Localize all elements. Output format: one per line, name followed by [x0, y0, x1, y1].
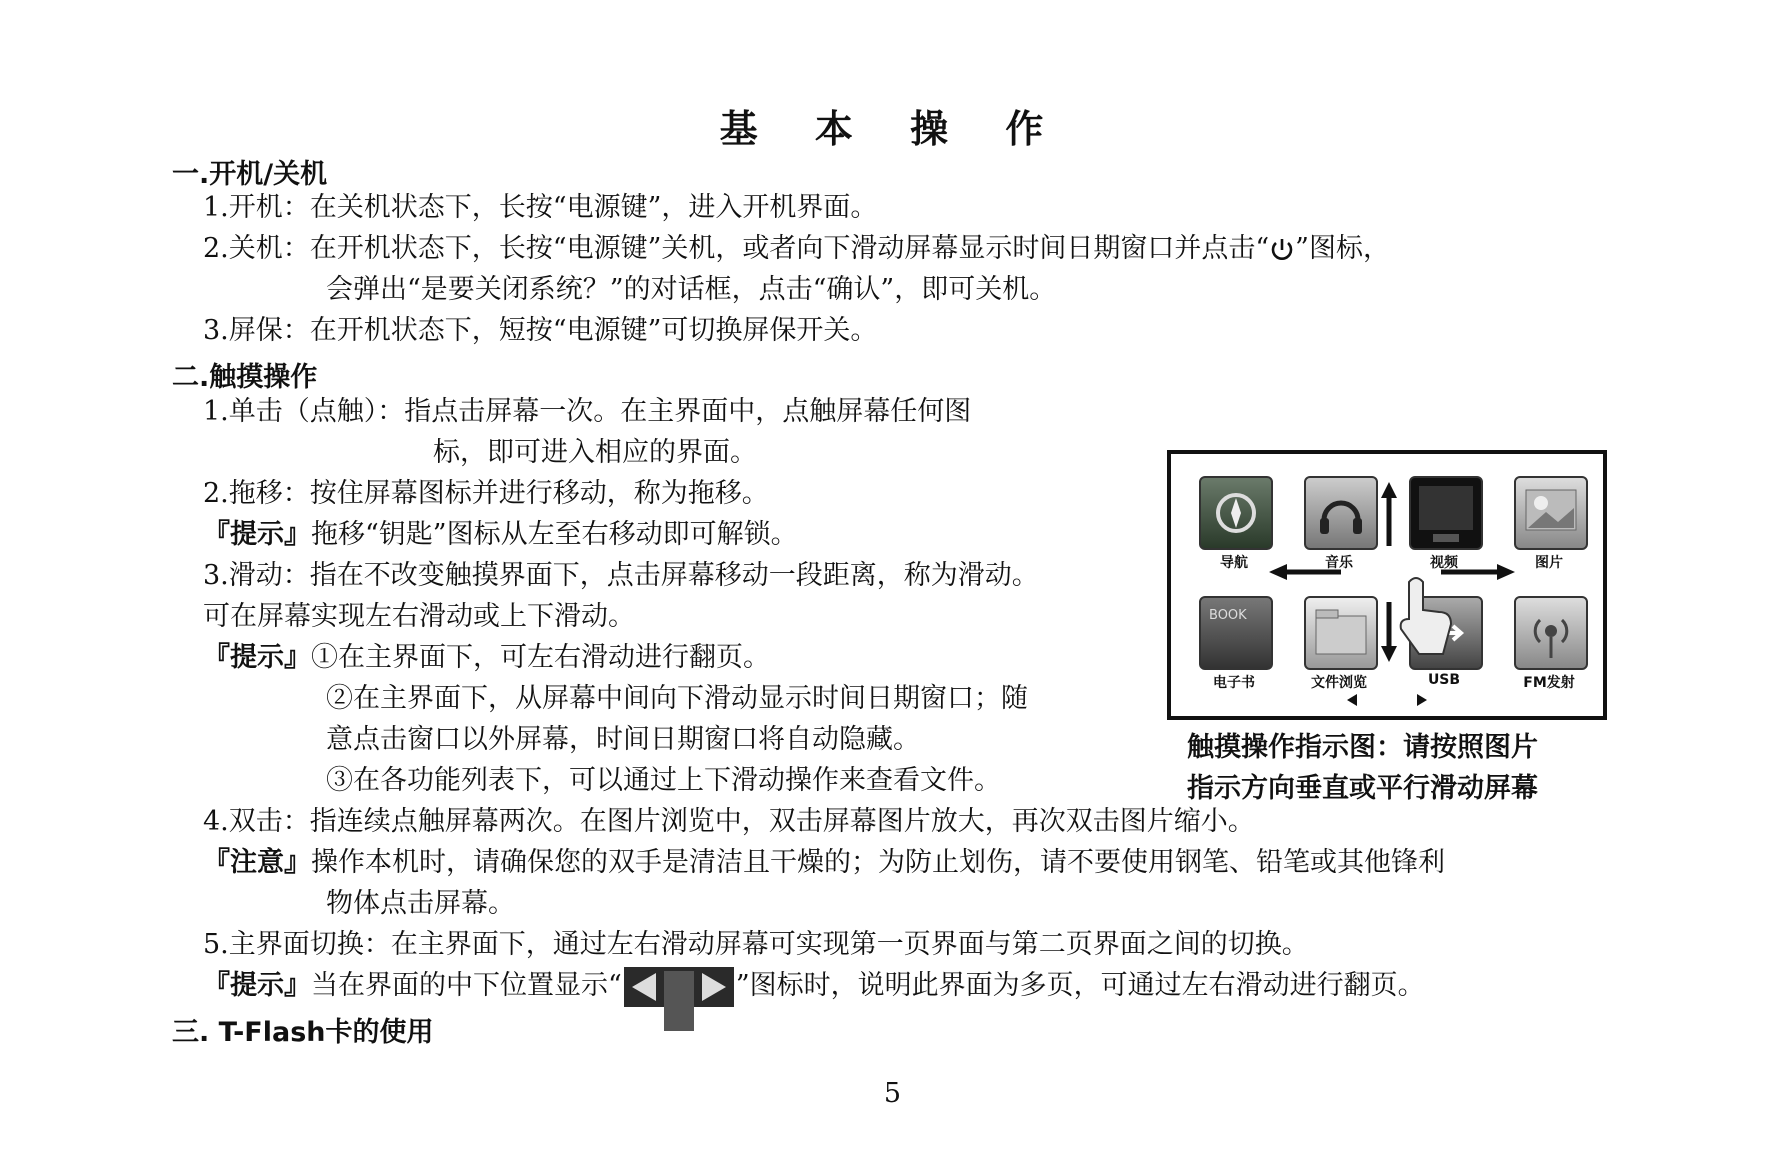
touch-diagram	[1167, 450, 1607, 720]
label-fm-transmit: FM发射	[1523, 675, 1575, 691]
power-on-line: 1.开机：在关机状态下，长按“电源键”，进入开机界面。	[203, 192, 878, 223]
diagram-caption-1: 触摸操作指示图：请按照图片	[1187, 732, 1538, 763]
tap-line-2: 标，即可进入相应的界面。	[433, 437, 757, 468]
tip-multipage-text-a: 当在界面的中下位置显示“	[311, 970, 622, 1001]
page-number: 5	[883, 1078, 902, 1109]
note-label: 『注意』	[203, 847, 311, 878]
section-heading-touch: 二.触摸操作	[172, 362, 318, 393]
label-usb: USB	[1427, 672, 1461, 688]
label-navigation: 导航	[1220, 555, 1248, 571]
tip-multipage-text-b: ”图标时，说明此界面为多页，可通过左右滑动进行翻页。	[735, 970, 1425, 1001]
tap-line-1: 1.单击（点触）：指点击屏幕一次。在主界面中，点触屏幕任何图	[203, 396, 972, 427]
note-line-2: 物体点击屏幕。	[326, 888, 515, 919]
tip-slide-2: ②在主界面下，从屏幕中间向下滑动显示时间日期窗口；随	[326, 683, 1028, 714]
slide-line-2: 可在屏幕实现左右滑动或上下滑动。	[203, 601, 635, 632]
tip-label: 『提示』	[203, 970, 311, 1001]
screensaver-line: 3.屏保：在开机状态下，短按“电源键”可切换屏保开关。	[203, 315, 878, 346]
tip-slide-1	[203, 638, 770, 678]
tip-unlock-text: 拖移“钥匙”图标从左至右移动即可解锁。	[311, 519, 798, 550]
double-tap-line: 4.双击：指连续点触屏幕两次。在图片浏览中，双击屏幕图片放大，再次双击图片缩小。	[203, 806, 1255, 837]
drag-line: 2.拖移：按住屏幕图标并进行移动，称为拖移。	[203, 478, 769, 509]
power-icon	[1269, 236, 1295, 264]
swipe-arrows-icon	[1171, 454, 1603, 716]
tip-unlock	[203, 515, 798, 555]
note-line-1	[203, 843, 1445, 883]
label-video: 视频	[1430, 555, 1458, 571]
label-file-browser: 文件浏览	[1311, 675, 1367, 691]
label-ebook: 电子书	[1213, 675, 1255, 691]
power-off-line	[203, 229, 1390, 269]
label-picture: 图片	[1535, 555, 1563, 571]
power-off-line-2: 会弹出“是要关闭系统？”的对话框，点击“确认”，即可关机。	[326, 274, 1057, 305]
tip-label: 『提示』	[203, 642, 311, 673]
page-title: 基 本 操 作	[719, 106, 1066, 151]
label-music: 音乐	[1325, 555, 1353, 571]
page-arrows-icon	[624, 967, 734, 1007]
tip-multipage	[203, 966, 1425, 1007]
tip-slide-3: 意点击窗口以外屏幕，时间日期窗口将自动隐藏。	[326, 724, 920, 755]
ebook-book-text: BOOK	[1209, 608, 1247, 623]
section-heading-tflash: 三. T-Flash卡的使用	[172, 1017, 434, 1048]
power-off-text-b: ”图标，	[1295, 233, 1390, 264]
tip-slide-4: ③在各功能列表下，可以通过上下滑动操作来查看文件。	[326, 765, 1001, 796]
slide-line-1: 3.滑动：指在不改变触摸界面下，点击屏幕移动一段距离，称为滑动。	[203, 560, 1039, 591]
switch-line: 5.主界面切换：在主界面下，通过左右滑动屏幕可实现第一页界面与第二页界面之间的切换。	[203, 929, 1309, 960]
note-text-a: 操作本机时，请确保您的双手是清洁且干燥的；为防止划伤，请不要使用钢笔、铅笔或其他锋利	[311, 847, 1445, 878]
tip-label: 『提示』	[203, 519, 311, 550]
tip-slide-1-text: ①在主界面下，可左右滑动进行翻页。	[311, 642, 770, 673]
power-off-text-a: 2.关机：在开机状态下，长按“电源键”关机，或者向下滑动屏幕显示时间日期窗口并点击“	[203, 233, 1270, 264]
section-heading-power: 一.开机/关机	[172, 159, 328, 190]
diagram-caption-2: 指示方向垂直或平行滑动屏幕	[1187, 773, 1538, 804]
